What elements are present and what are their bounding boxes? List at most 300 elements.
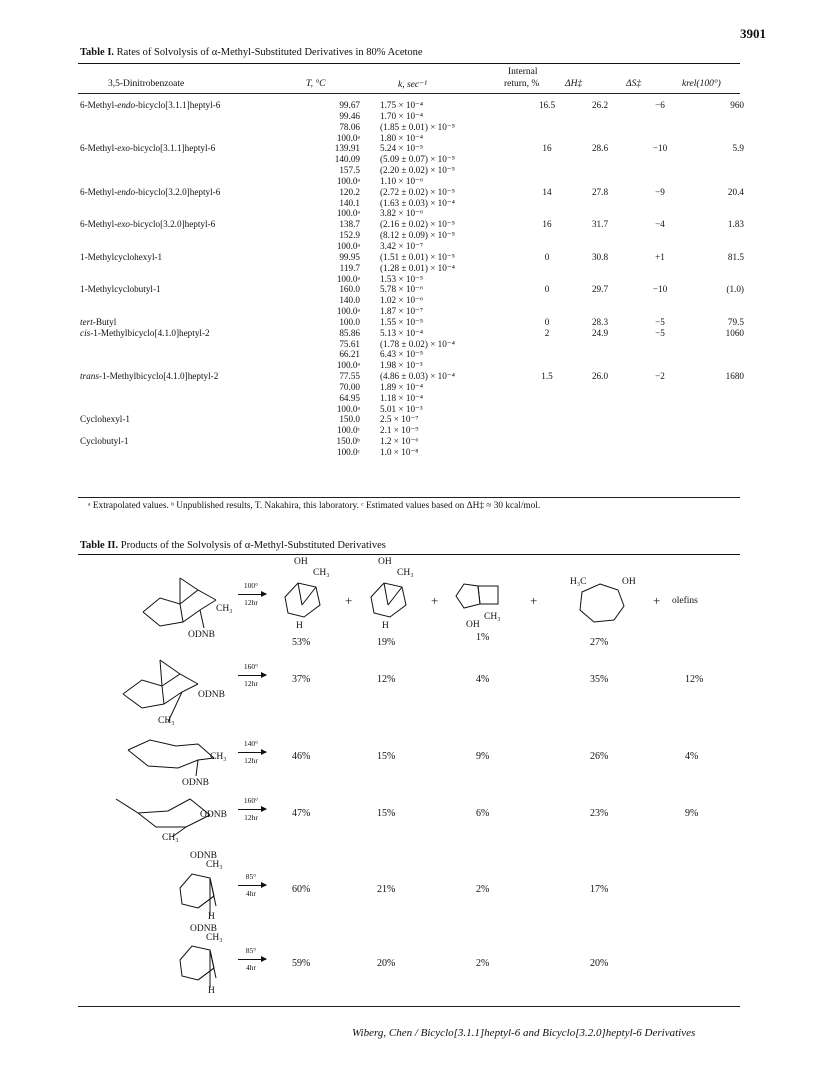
table1-row <box>80 295 744 306</box>
temp-cell: 140.09 <box>334 154 360 165</box>
return-cell <box>524 393 570 404</box>
return-cell <box>524 122 570 133</box>
reactant-2-odnb: ODNB <box>198 690 225 700</box>
reaction-temperature: 85° <box>245 872 257 881</box>
compound-cell <box>80 349 286 360</box>
return-cell <box>524 263 570 274</box>
compound-cell <box>80 447 286 458</box>
return-cell <box>524 241 570 252</box>
return-cell <box>524 404 570 415</box>
k-cell: (1.28 ± 0.01) × 10⁻⁴ <box>380 262 455 273</box>
compound-cell <box>80 122 286 133</box>
compound-cell: 6-Methyl-exo-bicyclo[3.2.0]heptyl-6 <box>80 219 216 230</box>
return-cell <box>524 382 570 393</box>
compound-cell: trans-1-Methylbicyclo[4.1.0]heptyl-2 <box>80 371 219 382</box>
product-yield: 20% <box>590 958 609 969</box>
krel-cell <box>690 295 744 306</box>
table1-row <box>80 187 744 198</box>
table1-row <box>80 436 744 447</box>
dh-cell <box>570 339 630 350</box>
krel-cell <box>690 230 744 241</box>
table2-title: Products of the Solvolysis of α-Methyl-Substituted Derivatives <box>120 540 386 551</box>
table1-header-rule <box>78 93 740 94</box>
table1-bottom-rule <box>78 497 740 498</box>
table1-row <box>80 111 744 122</box>
compound-cell <box>80 360 286 371</box>
ds-cell <box>630 404 690 415</box>
reactant-6-h: H <box>208 986 215 996</box>
return-cell <box>524 230 570 241</box>
temp-cell: 100.0 <box>339 316 360 327</box>
compound-cell: 6-Methyl-endo-bicyclo[3.2.0]heptyl-6 <box>80 186 221 197</box>
ds-cell: −5 <box>655 316 665 327</box>
krel-cell <box>690 154 744 165</box>
reaction-time: 12hr <box>244 756 258 765</box>
table1-row <box>80 100 744 111</box>
krel-cell: 79.5 <box>727 316 744 327</box>
ds-cell: +1 <box>655 251 665 262</box>
plus-sign-4: + <box>653 593 661 608</box>
return-cell <box>524 436 570 447</box>
return-cell: 16 <box>542 143 552 154</box>
ds-cell <box>630 414 690 425</box>
k-cell: (2.16 ± 0.02) × 10⁻⁵ <box>380 219 455 230</box>
krel-cell: 1680 <box>725 371 744 382</box>
reaction-temperature: 100° <box>243 581 259 590</box>
table1-footnotes: ᵃ Extrapolated values. ᵇ Unpublished results, T. Nakahira, this laboratory. ᶜ Estimated values based on ΔH‡ ≈ 30 kcal/mol. <box>88 501 541 511</box>
ds-cell <box>630 436 690 447</box>
return-cell: 1.5 <box>541 371 553 382</box>
return-cell <box>524 165 570 176</box>
ds-cell <box>630 122 690 133</box>
dh-cell <box>570 198 630 209</box>
compound-cell <box>80 393 286 404</box>
ds-cell <box>630 339 690 350</box>
table1-row <box>80 360 744 371</box>
return-cell: 2 <box>544 327 550 338</box>
ds-cell <box>630 198 690 209</box>
product-yield: 26% <box>590 751 609 762</box>
dh-cell <box>570 263 630 274</box>
k-cell: 1.2 × 10⁻⁶ <box>380 436 419 447</box>
table1-row <box>80 198 744 209</box>
dh-cell <box>570 230 630 241</box>
product-2-ch3: CH₃ <box>397 568 414 578</box>
table1-header-return-2: return, % <box>504 79 540 89</box>
reaction-time: 12hr <box>244 813 258 822</box>
dh-cell <box>570 133 630 144</box>
krel-cell <box>690 263 744 274</box>
product-yield: 4% <box>685 751 699 762</box>
ds-cell <box>630 241 690 252</box>
table1-row <box>80 317 744 328</box>
krel-cell <box>690 165 744 176</box>
k-cell: 1.80 × 10⁻⁴ <box>380 132 424 143</box>
product-3-oh: OH <box>466 620 480 630</box>
dh-cell <box>570 360 630 371</box>
dh-cell <box>570 306 630 317</box>
krel-cell <box>690 274 744 285</box>
return-cell <box>524 198 570 209</box>
temp-cell: 152.9 <box>339 230 360 241</box>
product-yield: 53% <box>292 637 311 648</box>
ds-cell <box>630 230 690 241</box>
product-yield: 15% <box>377 808 396 819</box>
ds-cell: −5 <box>655 327 665 338</box>
krel-cell <box>690 133 744 144</box>
krel-cell: 81.5 <box>727 251 744 262</box>
temp-cell: 100.0ᶜ <box>336 425 360 436</box>
k-cell: 5.13 × 10⁻⁴ <box>380 327 424 338</box>
krel-cell <box>690 306 744 317</box>
k-cell: 5.01 × 10⁻³ <box>380 403 423 414</box>
dh-cell <box>570 208 630 219</box>
product-yield: 35% <box>590 674 609 685</box>
table1-header-krel: krel(100°) <box>682 79 721 89</box>
return-cell <box>524 111 570 122</box>
compound-cell: 1-Methylcyclobutyl-1 <box>80 284 161 295</box>
k-cell: (8.12 ± 0.09) × 10⁻⁵ <box>380 230 455 241</box>
dh-cell: 27.8 <box>591 186 609 197</box>
dh-cell <box>570 241 630 252</box>
table1-header-compound: 3,5-Dinitrobenzoate <box>108 79 185 89</box>
table1-header-k: k, sec⁻¹ <box>398 80 427 90</box>
ds-cell <box>630 393 690 404</box>
table1-header-ds: ΔS‡ <box>626 79 642 89</box>
table1-title: Rates of Solvolysis of α-Methyl-Substituted Derivatives in 80% Acetone <box>116 47 423 58</box>
return-cell <box>524 349 570 360</box>
k-cell: 5.78 × 10⁻⁶ <box>380 284 424 295</box>
compound-cell <box>80 339 286 350</box>
k-cell: 1.10 × 10⁻⁶ <box>380 175 424 186</box>
temp-cell: 150.0ᵇ <box>336 436 360 447</box>
dh-cell <box>570 111 630 122</box>
compound-cell <box>80 274 286 285</box>
table1-row <box>80 328 744 339</box>
product-yield: 19% <box>377 637 396 648</box>
krel-cell <box>690 382 744 393</box>
dh-cell: 29.7 <box>591 284 609 295</box>
temp-cell: 140.0 <box>339 295 360 306</box>
temp-cell: 99.67 <box>339 100 360 110</box>
k-cell: (1.63 ± 0.03) × 10⁻⁴ <box>380 197 455 208</box>
temp-cell: 157.5 <box>339 165 360 176</box>
reaction-temperature: 160° <box>243 796 259 805</box>
temp-cell: 100.0ᶜ <box>336 447 360 457</box>
product-2-structure <box>366 575 416 625</box>
k-cell: 1.02 × 10⁻⁶ <box>380 295 424 306</box>
table1-row <box>80 133 744 144</box>
ds-cell <box>630 176 690 187</box>
temp-cell: 75.61 <box>339 338 360 349</box>
reaction-temperature: 85° <box>245 946 257 955</box>
return-cell <box>524 360 570 371</box>
table1-header-return-1: Internal <box>508 67 538 77</box>
return-cell: 16 <box>542 219 552 230</box>
temp-cell: 70.00 <box>339 381 360 392</box>
dh-cell: 30.8 <box>591 251 609 262</box>
ds-cell: −2 <box>655 371 665 382</box>
reactant-6-odnb: ODNB <box>190 924 217 934</box>
krel-cell <box>690 241 744 252</box>
temp-cell: 85.86 <box>339 327 360 338</box>
compound-cell: Cyclobutyl-1 <box>80 436 129 447</box>
table1-row <box>80 263 744 274</box>
k-cell: (1.85 ± 0.01) × 10⁻⁵ <box>380 121 455 132</box>
return-cell <box>524 133 570 144</box>
dh-cell <box>570 414 630 425</box>
table2-caption <box>80 540 386 551</box>
k-cell: 1.53 × 10⁻⁵ <box>380 273 424 284</box>
temp-cell: 99.46 <box>339 110 360 121</box>
product-yield: 60% <box>292 884 311 895</box>
table1-row <box>80 349 744 360</box>
product-yield: 15% <box>377 751 396 762</box>
reaction-arrow <box>238 752 266 753</box>
product-yield: 12% <box>685 674 704 685</box>
temp-cell: 150.0 <box>339 414 360 425</box>
return-cell <box>524 306 570 317</box>
dh-cell <box>570 382 630 393</box>
return-cell <box>524 447 570 458</box>
compound-cell <box>80 306 286 317</box>
dh-cell <box>570 176 630 187</box>
table1-row <box>80 339 744 350</box>
k-cell: 3.42 × 10⁻⁷ <box>380 240 424 251</box>
ds-cell <box>630 154 690 165</box>
table1-label: Table I. <box>80 47 115 58</box>
krel-cell <box>690 176 744 187</box>
krel-cell <box>690 436 744 447</box>
k-cell: (2.20 ± 0.02) × 10⁻⁵ <box>380 165 455 176</box>
ds-cell <box>630 425 690 436</box>
product-yield: 27% <box>590 637 609 648</box>
dh-cell: 24.9 <box>591 327 609 338</box>
return-cell <box>524 339 570 350</box>
reaction-time: 4hr <box>246 963 256 972</box>
temp-cell: 100.0ᵃ <box>336 132 360 143</box>
return-cell: 14 <box>542 186 552 197</box>
compound-cell <box>80 230 286 241</box>
table1-row <box>80 165 744 176</box>
krel-cell: 20.4 <box>727 186 744 197</box>
ds-cell <box>630 274 690 285</box>
plus-sign-3: + <box>530 593 538 608</box>
olefins-label: olefins <box>672 596 698 606</box>
product-yield: 37% <box>292 674 311 685</box>
temp-cell: 160.0 <box>339 284 360 295</box>
table1-row <box>80 154 744 165</box>
product-yield: 59% <box>292 958 311 969</box>
reactant-5-ch3: CH₃ <box>206 860 223 870</box>
dh-cell: 28.3 <box>591 316 609 327</box>
table1-row <box>80 274 744 285</box>
temp-cell: 138.7 <box>339 219 360 230</box>
product-2-h: H <box>382 621 389 631</box>
table1-header-dh: ΔH‡ <box>565 79 583 89</box>
reactant-1-ch3: CH₃ <box>216 604 233 614</box>
k-cell: (5.09 ± 0.07) × 10⁻⁵ <box>380 154 455 165</box>
return-cell <box>524 295 570 306</box>
table2-top-rule <box>78 554 740 555</box>
k-cell: 1.89 × 10⁻⁴ <box>380 381 424 392</box>
product-yield: 20% <box>377 958 396 969</box>
dh-cell <box>570 404 630 415</box>
product-1-oh: OH <box>294 557 308 567</box>
reaction-time: 12hr <box>244 679 258 688</box>
reactant-3-structure <box>124 736 224 776</box>
table1-caption <box>80 47 423 58</box>
k-cell: 3.82 × 10⁻⁶ <box>380 208 424 219</box>
compound-cell <box>80 165 286 176</box>
k-cell: (1.78 ± 0.02) × 10⁻⁴ <box>380 338 455 349</box>
compound-cell <box>80 198 286 209</box>
dh-cell: 28.6 <box>591 143 609 154</box>
krel-cell: 1.83 <box>727 219 744 230</box>
k-cell: 6.43 × 10⁻⁵ <box>380 349 424 360</box>
compound-cell <box>80 241 286 252</box>
krel-cell <box>690 425 744 436</box>
table1-row <box>80 241 744 252</box>
plus-sign-2: + <box>431 593 439 608</box>
ds-cell: −10 <box>652 143 668 154</box>
ds-cell: −4 <box>655 219 665 230</box>
reaction-arrow <box>238 675 266 676</box>
table1-row <box>80 404 744 415</box>
ds-cell <box>630 165 690 176</box>
k-cell: (4.86 ± 0.03) × 10⁻⁴ <box>380 371 455 382</box>
table1-row <box>80 176 744 187</box>
return-cell: 0 <box>544 251 550 262</box>
compound-cell <box>80 208 286 219</box>
k-cell: 2.5 × 10⁻⁷ <box>380 414 419 425</box>
reactant-1-odnb: ODNB <box>188 630 215 640</box>
k-cell: 1.87 × 10⁻⁷ <box>380 306 424 317</box>
product-yield: 2% <box>476 884 490 895</box>
reaction-temperature: 140° <box>243 739 259 748</box>
return-cell: 16.5 <box>538 100 556 110</box>
table1-row <box>80 306 744 317</box>
product-yield: 4% <box>476 674 490 685</box>
table1-row <box>80 230 744 241</box>
krel-cell <box>690 447 744 458</box>
plus-sign-1: + <box>345 593 353 608</box>
temp-cell: 119.7 <box>339 262 360 273</box>
table1-row <box>80 219 744 230</box>
ds-cell: −9 <box>655 186 665 197</box>
return-cell <box>524 414 570 425</box>
product-yield: 9% <box>476 751 490 762</box>
table1-row <box>80 425 744 436</box>
return-cell: 0 <box>544 284 550 295</box>
krel-cell <box>690 122 744 133</box>
temp-cell: 100.0ᵃ <box>336 175 360 186</box>
k-cell: 1.75 × 10⁻⁴ <box>380 100 424 110</box>
table1-row <box>80 371 744 382</box>
k-cell: (1.51 ± 0.01) × 10⁻⁵ <box>380 251 455 262</box>
temp-cell: 140.1 <box>339 197 360 208</box>
product-4-structure <box>572 580 628 628</box>
krel-cell <box>690 414 744 425</box>
compound-cell <box>80 382 286 393</box>
product-2-oh: OH <box>378 557 392 567</box>
ds-cell <box>630 349 690 360</box>
compound-cell: Cyclohexyl-1 <box>80 414 131 425</box>
compound-cell: tert-Butyl <box>80 316 117 327</box>
reaction-arrow <box>238 959 266 960</box>
ds-cell <box>630 295 690 306</box>
compound-cell: cis-1-Methylbicyclo[4.1.0]heptyl-2 <box>80 327 210 338</box>
reactant-2-ch3: CH₃ <box>158 716 175 726</box>
table1-row <box>80 284 744 295</box>
reaction-time: 4hr <box>246 889 256 898</box>
temp-cell: 100.0ᵃ <box>336 403 360 414</box>
product-yield: 17% <box>590 884 609 895</box>
return-cell <box>524 425 570 436</box>
temp-cell: 99.95 <box>339 251 360 262</box>
reactant-3-odnb: ODNB <box>182 778 209 788</box>
table2-bottom-rule <box>78 1006 740 1007</box>
product-yield: 12% <box>377 674 396 685</box>
dh-cell <box>570 295 630 306</box>
page-number: 3901 <box>740 26 766 41</box>
product-1-ch3: CH₃ <box>313 568 330 578</box>
krel-cell <box>690 339 744 350</box>
reaction-arrow <box>238 809 266 810</box>
krel-cell <box>690 349 744 360</box>
product-yield: 23% <box>590 808 609 819</box>
krel-cell <box>690 198 744 209</box>
k-cell: 1.0 × 10⁻⁸ <box>380 447 419 457</box>
reactant-4-odnb: ODNB <box>200 810 227 820</box>
krel-cell: 5.9 <box>732 143 744 154</box>
table1-row <box>80 143 744 154</box>
temp-cell: 100.0ᵃ <box>336 240 360 251</box>
temp-cell: 66.21 <box>339 349 360 360</box>
compound-cell <box>80 263 286 274</box>
ds-cell <box>630 208 690 219</box>
reaction-arrow <box>238 594 266 595</box>
table1-row <box>80 414 744 425</box>
k-cell: (2.72 ± 0.02) × 10⁻⁵ <box>380 186 455 197</box>
k-cell: 5.24 × 10⁻⁵ <box>380 143 424 154</box>
compound-cell <box>80 176 286 187</box>
krel-cell: (1.0) <box>726 284 744 295</box>
return-cell <box>524 208 570 219</box>
temp-cell: 100.0ᵃ <box>336 306 360 317</box>
table1-top-rule <box>78 63 740 64</box>
table1-row <box>80 382 744 393</box>
compound-cell <box>80 111 286 122</box>
dh-cell <box>570 154 630 165</box>
reaction-temperature: 160° <box>243 662 259 671</box>
dh-cell: 26.2 <box>591 100 609 110</box>
return-cell: 0 <box>544 316 550 327</box>
dh-cell <box>570 274 630 285</box>
product-yield: 21% <box>377 884 396 895</box>
krel-cell: 960 <box>730 100 744 110</box>
ds-cell <box>630 133 690 144</box>
reactant-6-ch3: CH₃ <box>206 933 223 943</box>
return-cell <box>524 176 570 187</box>
krel-cell <box>690 360 744 371</box>
product-yield: 1% <box>476 632 490 643</box>
temp-cell: 64.95 <box>339 392 360 403</box>
table1-row <box>80 393 744 404</box>
ds-cell <box>630 360 690 371</box>
dh-cell: 31.7 <box>591 219 609 230</box>
ds-cell <box>630 306 690 317</box>
